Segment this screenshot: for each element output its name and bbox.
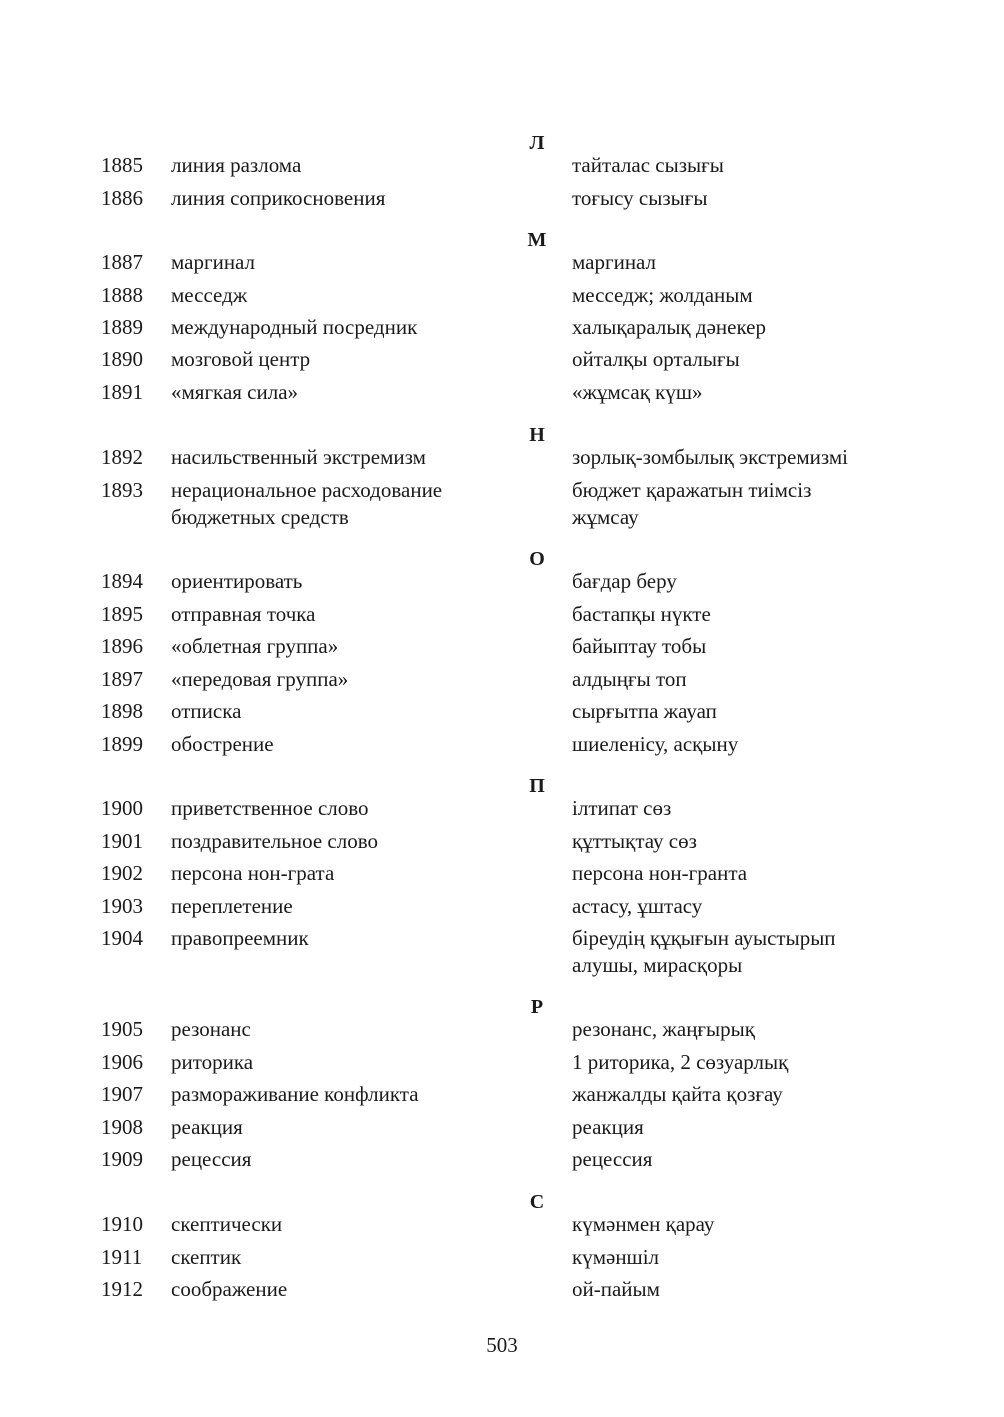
entry-number: 1905 [101,1017,143,1041]
entry-number: 1897 [101,667,143,691]
entry-number: 1889 [101,315,143,339]
section-letter: С [529,1191,545,1213]
entry-russian: отправная точка [171,602,316,626]
entry-number: 1892 [101,445,143,469]
entry-number: 1904 [101,926,143,950]
entry-number: 1908 [101,1115,143,1139]
entry-kazakh: тоғысу сызығы [572,186,708,210]
entry-kazakh: месседж; жолданым [572,283,753,307]
entry-russian: линия соприкосновения [171,186,386,210]
entry-number: 1912 [101,1277,143,1301]
entry-kazakh: зорлық-зомбылық экстремизмі [572,445,848,469]
entry-number: 1899 [101,732,143,756]
entry-russian: правопреемник [171,926,309,950]
entry-russian: персона нон-грата [171,861,335,885]
entry-number: 1910 [101,1212,143,1236]
entry-number: 1886 [101,186,143,210]
entry-russian: международный посредник [171,315,418,339]
entry-number: 1891 [101,380,143,404]
entry-russian: скептически [171,1212,283,1236]
entry-number: 1893 [101,478,143,502]
entry-number: 1901 [101,829,143,853]
entry-russian: переплетение [171,894,293,918]
entry-kazakh: персона нон-гранта [572,861,748,885]
entry-number: 1890 [101,347,143,371]
entry-kazakh: халықаралық дәнекер [572,315,766,339]
entry-kazakh: бағдар беру [572,569,677,593]
entry-kazakh: 1 риторика, 2 сөзуарлық [572,1050,789,1074]
entry-number: 1900 [101,796,143,820]
entry-kazakh: шиеленісу, асқыну [572,732,739,756]
entry-kazakh: маргинал [572,250,657,274]
entry-kazakh: бюджет қаражатын тиімсіз жұмсау [572,478,812,529]
entry-number: 1894 [101,569,143,593]
entry-russian: насильственный экстремизм [171,445,426,469]
entry-kazakh: құттықтау сөз [572,829,697,853]
entry-russian: размораживание конфликта [171,1082,419,1106]
section-letter: П [529,775,545,797]
entry-number: 1902 [101,861,143,885]
entry-russian: «передовая группа» [171,667,349,691]
entry-kazakh: бастапқы нүкте [572,602,711,626]
entry-kazakh: алдыңғы топ [572,667,687,691]
section-letter: О [529,548,545,570]
entry-number: 1898 [101,699,143,723]
page-number: 503 [486,1333,518,1357]
entry-kazakh: сырғытпа жауап [572,699,717,723]
entry-kazakh: жанжалды қайта қозғау [572,1082,783,1106]
entry-russian: «мягкая сила» [171,380,299,404]
entry-kazakh: ой-пайым [572,1277,660,1301]
entry-russian: месседж [171,283,248,307]
section-letter: Л [529,132,545,154]
section-letter: Р [530,996,544,1018]
entry-kazakh: астасу, ұштасу [572,894,703,918]
entry-russian: отписка [171,699,242,723]
entry-russian: приветственное слово [171,796,369,820]
entry-number: 1896 [101,634,143,658]
entry-russian: маргинал [171,250,256,274]
entry-russian: поздравительное слово [171,829,379,853]
entry-kazakh: күмәнмен қарау [572,1212,715,1236]
entry-number: 1895 [101,602,143,626]
entry-kazakh: байыптау тобы [572,634,707,658]
entry-kazakh: тайталас сызығы [572,153,724,177]
entry-kazakh: біреудің құқығын ауыстырып алушы, мирасқоры [572,926,836,977]
entry-russian: риторика [171,1050,254,1074]
entry-russian: линия разлома [171,153,302,177]
entry-kazakh: ойталқы орталығы [572,347,740,371]
entry-number: 1906 [101,1050,143,1074]
entry-russian: скептик [171,1245,242,1269]
entry-russian: реакция [171,1115,243,1139]
entry-number: 1888 [101,283,143,307]
entry-number: 1885 [101,153,143,177]
entry-kazakh: резонанс, жаңғырық [572,1017,755,1041]
entry-number: 1903 [101,894,143,918]
entry-russian: «облетная группа» [171,634,339,658]
entry-kazakh: «жұмсақ күш» [572,380,703,404]
entry-russian: соображение [171,1277,288,1301]
entry-russian: рецессия [171,1147,252,1171]
section-letter: М [527,229,547,251]
entry-russian: обострение [171,732,274,756]
entry-russian: мозговой центр [171,347,311,371]
entry-russian: нерациональное расходование бюджетных средств [171,478,443,529]
section-letter: Н [529,424,545,446]
entry-number: 1911 [101,1245,143,1269]
entry-kazakh: рецессия [572,1147,653,1171]
entry-kazakh: ілтипат сөз [572,796,672,820]
entry-russian: ориентировать [171,569,303,593]
entry-russian: резонанс [171,1017,251,1041]
entry-number: 1907 [101,1082,143,1106]
entry-number: 1887 [101,250,143,274]
entry-kazakh: күмәншіл [572,1245,660,1269]
entry-number: 1909 [101,1147,143,1171]
entry-kazakh: реакция [572,1115,644,1139]
